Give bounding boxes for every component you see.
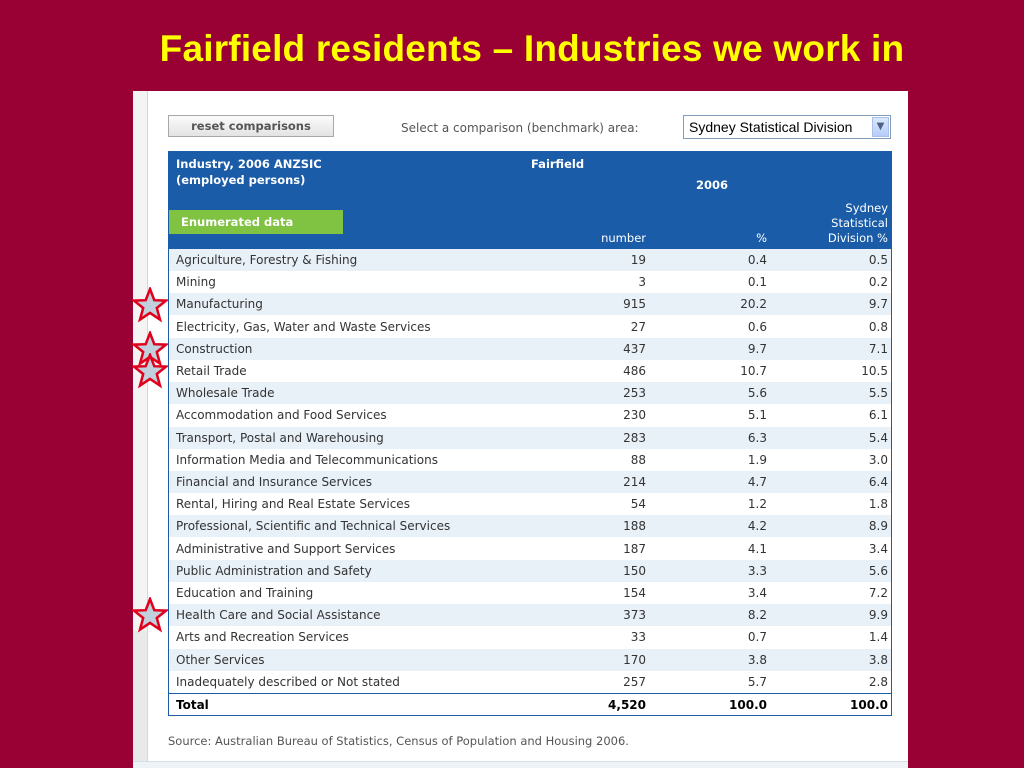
syd-pct-cell: 2.8 [868,674,888,689]
industry-cell: Agriculture, Forestry & Fishing [176,253,358,267]
page-bottom-edge [133,761,908,768]
industry-cell: Other Services [176,652,265,667]
industry-cell: Financial and Insurance Services [176,475,373,489]
table-row [169,249,891,271]
industry-cell: Information Media and Telecommunications [176,452,438,467]
pct-cell: 10.7 [740,364,767,378]
table-row [169,449,891,471]
number-cell: 150 [623,563,646,578]
industry-table [168,151,892,716]
benchmark-area-value: Sydney Statistical Division [689,119,853,135]
table-row [169,649,891,671]
syd-pct-cell: 5.6 [868,563,888,578]
number-cell: 188 [623,519,646,534]
industry-cell: Construction [176,341,253,356]
benchmark-area-select[interactable] [683,115,891,139]
syd-pct-cell: 10.5 [861,364,888,378]
source-note: Source: Australian Bureau of Statistics, Census of Population and Housing 2006. [168,734,629,748]
pct-cell: 1.2 [747,497,767,512]
enumerated-data-badge[interactable]: Enumerated data [169,210,343,234]
table-row [169,560,891,582]
number-cell: 230 [623,408,646,423]
reset-comparisons-button[interactable]: reset comparisons [168,115,334,137]
industry-cell: Retail Trade [176,364,247,378]
number-cell: 283 [623,430,646,445]
pct-cell: 9.7 [747,341,767,356]
industry-cell: Administrative and Support Services [176,541,396,556]
total-syd-pct: 100.0 [850,698,888,712]
syd-pct-cell: 5.5 [868,386,888,401]
table-row [169,404,891,426]
syd-pct-cell: 7.2 [868,586,888,600]
pct-cell: 5.1 [747,408,767,423]
number-cell: 214 [623,475,646,489]
table-row [169,493,891,515]
pct-cell: 20.2 [740,297,767,312]
syd-pct-cell: 3.4 [868,541,888,556]
table-row [169,538,891,560]
number-cell: 486 [623,364,646,378]
syd-pct-cell: 5.4 [868,430,888,445]
industry-cell: Arts and Recreation Services [176,630,349,645]
number-cell: 88 [630,452,646,467]
table-row [169,382,891,404]
pct-cell: 0.1 [747,275,767,290]
star-icon [132,287,168,323]
industry-header-line2: (employed persons) [176,173,306,187]
number-cell: 187 [623,541,646,556]
table-row [169,515,891,537]
industry-header-line1: Industry, 2006 ANZSIC [176,157,322,171]
syd-pct-cell: 3.0 [868,452,888,467]
pct-cell: 4.2 [747,519,767,534]
syd-pct-cell: 3.8 [868,652,888,667]
pct-cell: 3.8 [747,652,767,667]
table-row [169,626,891,648]
total-number: 4,520 [608,698,646,712]
benchmark-select-label: Select a comparison (benchmark) area: [401,121,639,135]
table-row [169,271,891,293]
left-scroll-rail [133,91,148,768]
syd-pct-cell: 0.8 [868,319,888,334]
pct-cell: 3.4 [747,586,767,600]
year-header: 2006 [696,178,729,192]
number-cell: 27 [630,319,646,334]
syd-pct-cell: 1.8 [868,497,888,512]
pct-cell: 4.7 [747,475,767,489]
pct-cell: 6.3 [747,430,767,445]
industry-cell: Accommodation and Food Services [176,408,387,423]
number-cell: 3 [638,275,646,290]
total-row [169,693,891,716]
number-cell: 437 [623,341,646,356]
pct-cell: 0.4 [747,253,767,267]
pct-cell: 5.7 [747,674,767,689]
syd-pct-cell: 1.4 [868,630,888,645]
syd-col-header-line1: Sydney [845,201,888,215]
table-header [169,152,891,249]
industry-cell: Mining [176,275,216,290]
industry-cell: Rental, Hiring and Real Estate Services [176,497,410,512]
industry-cell: Electricity, Gas, Water and Waste Services [176,319,431,334]
syd-pct-cell: 9.7 [868,297,888,312]
table-row [169,582,891,604]
chevron-down-icon[interactable]: ▼ [872,117,889,137]
industry-cell: Health Care and Social Assistance [176,608,381,623]
number-cell: 19 [630,253,646,267]
industry-cell: Wholesale Trade [176,386,275,401]
number-cell: 915 [623,297,646,312]
industry-cell: Transport, Postal and Warehousing [176,430,384,445]
table-row [169,671,891,693]
star-icon [132,353,168,389]
table-row [169,293,891,315]
number-cell: 373 [623,608,646,623]
table-row [169,604,891,626]
syd-pct-cell: 0.5 [868,253,888,267]
table-row [169,316,891,338]
industry-cell: Professional, Scientific and Technical Services [176,519,451,534]
star-icon [132,597,168,633]
industry-cell: Education and Training [176,586,314,600]
pct-cell: 0.7 [747,630,767,645]
industry-cell: Public Administration and Safety [176,563,372,578]
syd-pct-cell: 6.1 [868,408,888,423]
table-row [169,338,891,360]
number-cell: 33 [630,630,646,645]
slide-title: Fairfield residents – Industries we work in [159,28,905,69]
table-row [169,427,891,449]
pct-cell: 3.3 [747,563,767,578]
pct-cell: 5.6 [747,386,767,401]
web-screenshot [133,91,908,768]
syd-pct-cell: 6.4 [868,475,888,489]
total-label: Total [176,698,209,712]
pct-cell: 4.1 [747,541,767,556]
industry-cell: Inadequately described or Not stated [176,674,400,689]
pct-col-header: % [756,231,767,245]
syd-col-header-line3: Division % [827,231,888,245]
syd-pct-cell: 8.9 [868,519,888,534]
syd-col-header-line2: Statistical [831,216,888,230]
area-header: Fairfield [531,157,585,171]
syd-pct-cell: 0.2 [868,275,888,290]
pct-cell: 8.2 [747,608,767,623]
number-cell: 257 [623,674,646,689]
pct-cell: 1.9 [747,452,767,467]
table-row [169,471,891,493]
syd-pct-cell: 7.1 [868,341,888,356]
number-cell: 253 [623,386,646,401]
number-cell: 54 [630,497,646,512]
table-row [169,360,891,382]
pct-cell: 0.6 [747,319,767,334]
number-cell: 154 [623,586,646,600]
syd-pct-cell: 9.9 [868,608,888,623]
number-cell: 170 [623,652,646,667]
total-pct: 100.0 [729,698,767,712]
industry-cell: Manufacturing [176,297,263,312]
number-col-header: number [601,231,646,245]
